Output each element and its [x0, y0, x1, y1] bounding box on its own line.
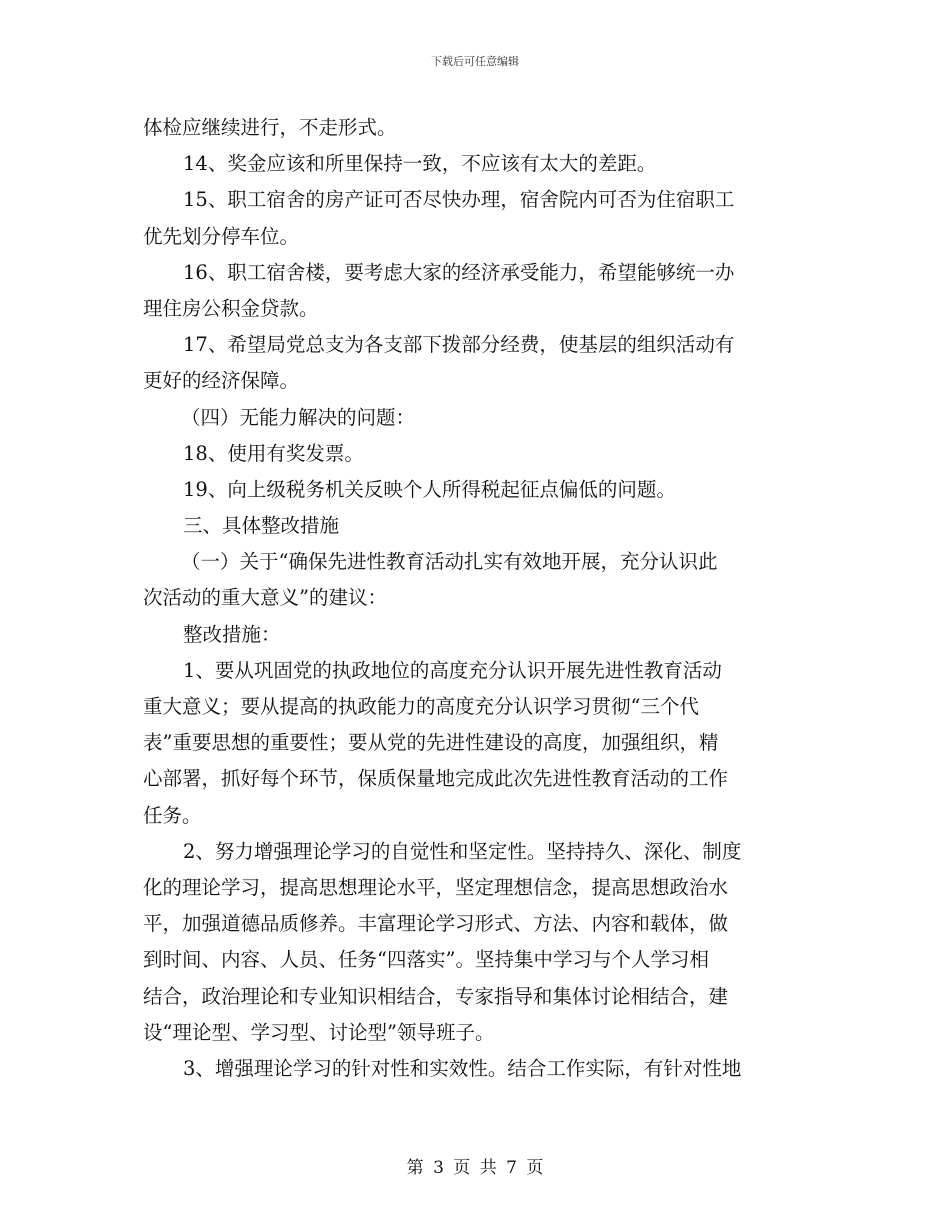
text-line: 心部署，抓好每个环节，保质保量地完成此次先进性教育活动的工作 [143, 767, 729, 791]
text-line: 化的理论学习，提高思想理论水平，坚定理想信念，提高思想政治水 [143, 875, 729, 899]
document-body [143, 110, 808, 1087]
text-line: （一）关于“确保先进性教育活动扎实有效地开展，充分认识此 [181, 550, 718, 574]
section-heading: 三、具体整改措施 [183, 514, 340, 538]
text-line: 平，加强道德品质修养。丰富理论学习形式、方法、内容和载体，做 [143, 912, 729, 936]
text-line: 更好的经济保障。 [143, 369, 300, 393]
section-heading: （四）无能力解决的问题： [181, 405, 416, 429]
text-line: 整改措施： [183, 622, 281, 646]
text-line: 18、使用有奖发票。 [183, 441, 364, 465]
text-line: 19、向上级税务机关反映个人所得税起征点偏低的问题。 [183, 477, 676, 501]
text-line: 3、增强理论学习的针对性和实效性。结合工作实际，有针对性地 [183, 1056, 742, 1080]
text-line: 1、要从巩固党的执政地位的高度充分认识开展先进性教育活动 [183, 658, 722, 682]
text-line: 2、努力增强理论学习的自觉性和坚定性。坚持持久、深化、制度 [183, 839, 742, 863]
page-header-note: 下载后可任意编辑 [431, 55, 519, 68]
text-line: 设“理论型、学习型、讨论型”领导班子。 [143, 1020, 495, 1044]
page-number: 第 3 页 共 7 页 [406, 1158, 544, 1178]
text-line: 优先划分停车位。 [143, 224, 300, 248]
text-line: 理住房公积金贷款。 [143, 296, 319, 320]
text-line: 16、职工宿舍楼，要考虑大家的经济承受能力，希望能够统一办 [183, 260, 735, 284]
text-line: 体检应继续进行，不走形式。 [143, 116, 397, 139]
text-line: 结合，政治理论和专业知识相结合，专家指导和集体讨论相结合，建 [143, 984, 729, 1008]
text-line: 任务。 [143, 803, 202, 827]
text-line: 次活动的重大意义”的建议： [143, 586, 387, 610]
text-line: 表”重要思想的重要性；要从党的先进性建设的高度，加强组织，精 [143, 731, 719, 755]
text-line: 15、职工宿舍的房产证可否尽快办理，宿舍院内可否为住宿职工 [183, 188, 735, 212]
text-line: 17、希望局党总支为各支部下拨部分经费，使基层的组织活动有 [183, 333, 735, 357]
text-line: 到时间、内容、人员、任务“四落实”。坚持集中学习与个人学习相 [143, 948, 709, 972]
text-line: 重大意义；要从提高的执政能力的高度充分认识学习贯彻“三个代 [143, 695, 699, 718]
text-line: 14、奖金应该和所里保持一致，不应该有太大的差距。 [183, 152, 657, 176]
